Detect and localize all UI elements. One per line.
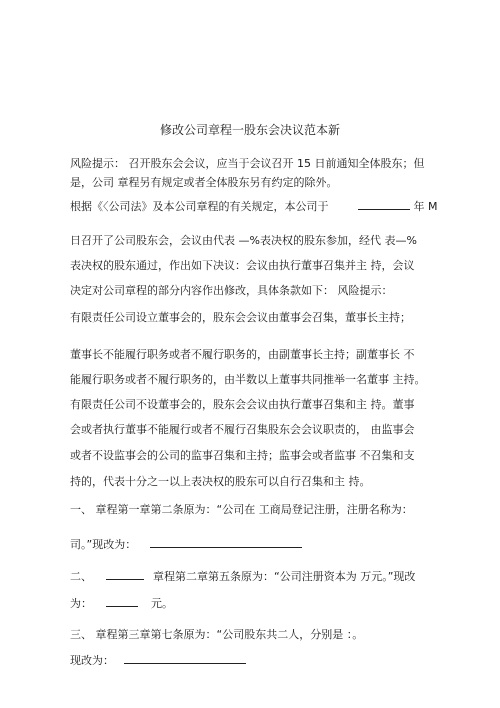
fill-in-blank [106, 569, 144, 580]
text-line: 有限责任公司设立董事会的，股东会会议由董事会召集，董事长主持； [70, 311, 411, 324]
text-segment: 章程第二章第五条原为：“公司注册资本为 万元。”现改 [153, 570, 416, 583]
text-line [70, 199, 438, 214]
text-line: 持的，代表十分之一以上表决权的股东可以自行召集和主 持。 [70, 475, 371, 488]
text-line [70, 596, 173, 611]
text-line [70, 653, 246, 668]
text-segment: 根据《〈公司法》及本公司章程的有关规定，本公司于 [70, 200, 329, 213]
text-line: 风险提示： 召开股东会会议，应当于会议召开 15 日前通知全体股东；但 [70, 157, 425, 170]
text-segment: 元。 [151, 597, 173, 610]
text-line: 表决权的股东通过，作出如下决议：会议由执行董事召集并主 持，会议 [70, 259, 415, 272]
fill-in-blank [124, 653, 246, 664]
text-line: 有限责任公司不设董事会的，股东会会议由执行董事召集和主 持。董事 [70, 398, 415, 411]
text-line: 是，公司 章程另有规定或者全体股东另有约定的除外。 [70, 176, 338, 189]
text-segment: 现改为： [70, 654, 114, 667]
text-segment: 为： [70, 597, 92, 610]
text-line: 会或者执行董事不能履行或者不履行召集股东会会议职责的， 由监事会 [70, 423, 415, 436]
text-segment: 二、 [70, 570, 92, 583]
text-segment: 年 M [413, 200, 438, 213]
text-line: 能履行职务或者不履行职务的，由半数以上董事共同推举一名董事 主持。 [70, 373, 426, 386]
text-line: 三、 章程第三章第七条原为：“公司股东共二人，分别是 ：。 [70, 628, 364, 641]
text-line [70, 537, 302, 552]
document-title: 修改公司章程一股东会决议范本新 [159, 123, 340, 137]
text-line: 或者不设监事会的公司的监事召集和主持；监事会或者监事 不召集和支 [70, 449, 415, 462]
fill-in-blank [106, 596, 138, 607]
text-line: 董事长不能履行职务或者不履行职务的，由副董事长主持；副董事长 不 [70, 348, 415, 361]
text-line: 一、 章程第一章第二条原为：“公司在 工商局登记注册，注册名称为： [70, 503, 413, 516]
text-segment: 司。”现改为： [70, 538, 137, 551]
text-line [70, 569, 415, 584]
fill-in-blank [358, 199, 410, 210]
text-line: 决定对公司章程的部分内容作出修改，具体条款如下： 风险提示： [70, 284, 393, 297]
text-line: 日召开了公司股东会，会议由代表 —%表决权的股东参加，经代 表—% [70, 234, 417, 247]
fill-in-blank [150, 537, 302, 548]
